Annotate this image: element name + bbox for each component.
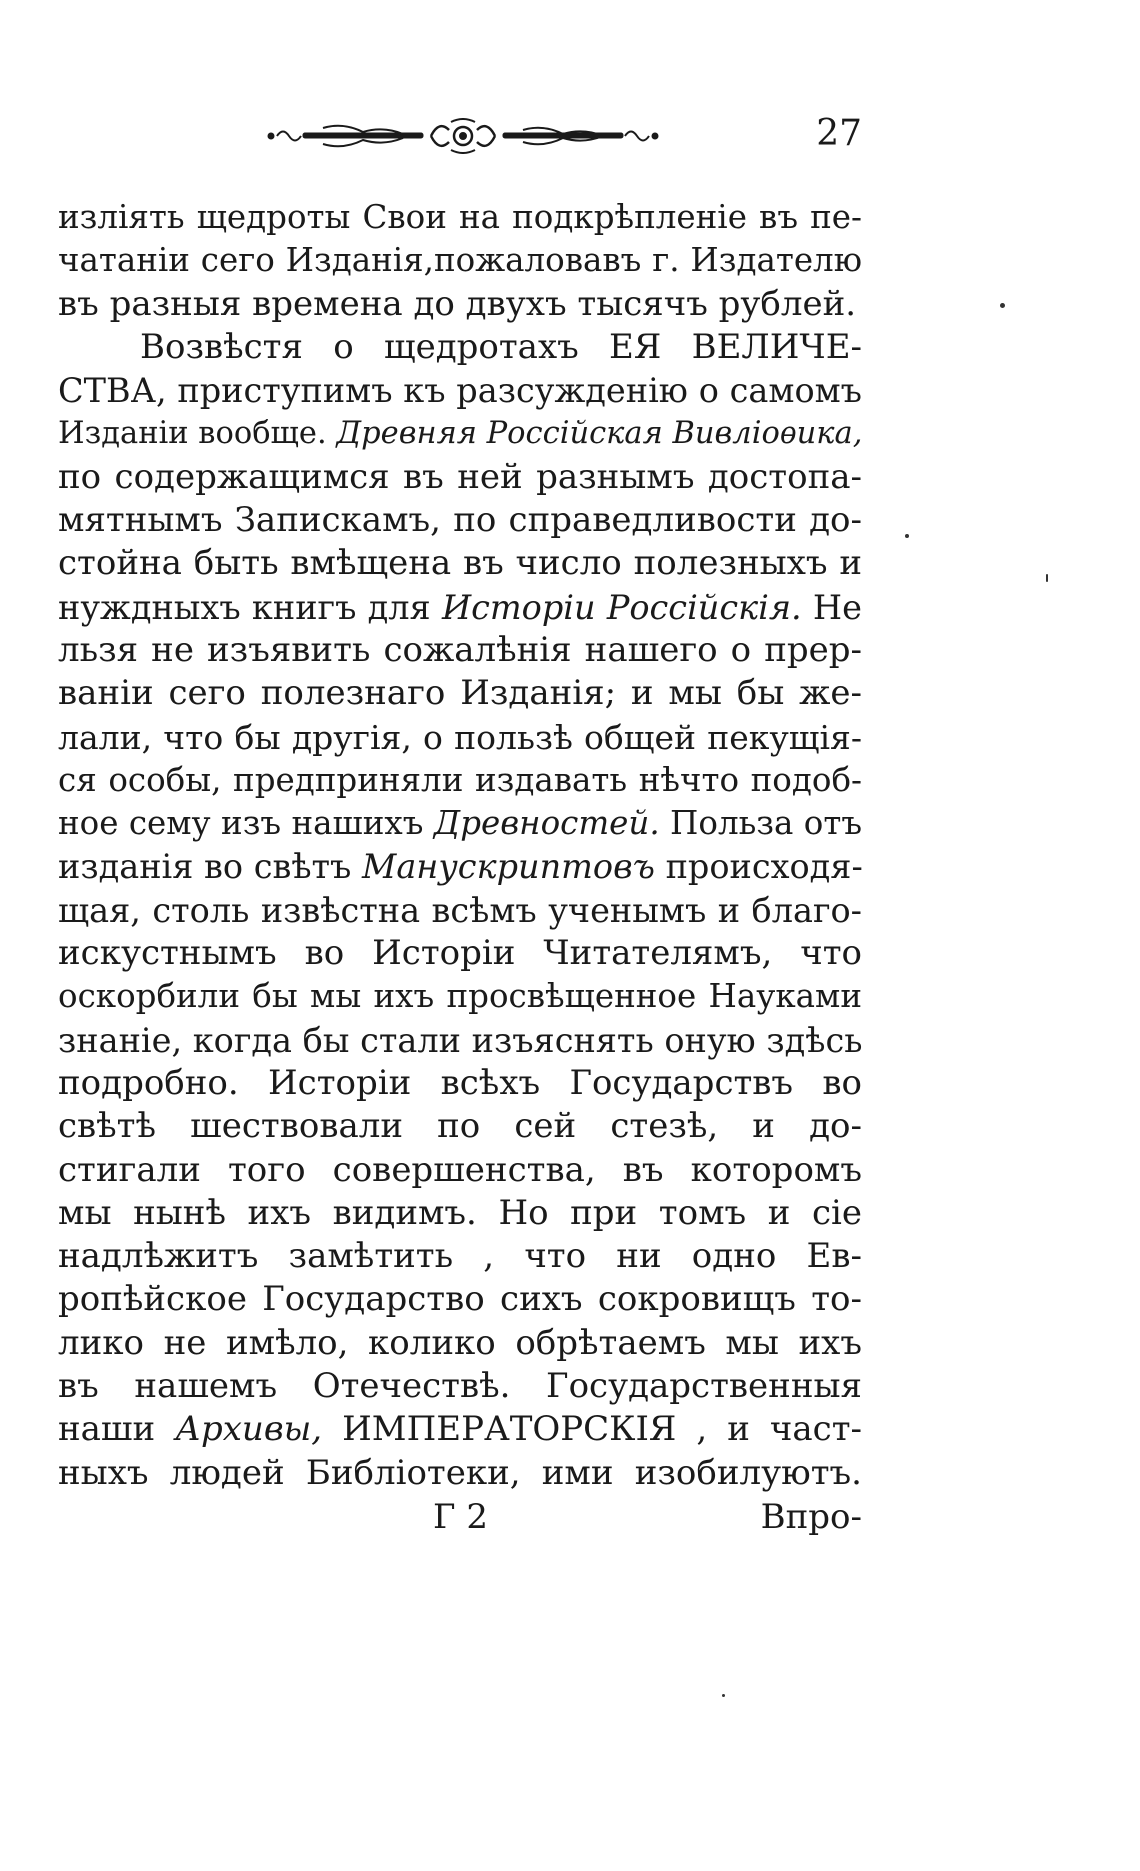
italic-text-run: Древностей. [433, 804, 660, 843]
decorative-ornament-icon [263, 118, 663, 154]
text-run: лико не имѣло, колико обрѣтаемъ мы ихъ [58, 1322, 862, 1363]
text-run: ИМПЕРАТОРСКIЯ , и част- [322, 1409, 862, 1450]
text-run: въ разныя времена до двухъ тысячъ рублей. [58, 283, 857, 324]
text-run: излiять щедроты Свои на подкрѣпленiе въ пе- [58, 198, 862, 236]
text-line [58, 1149, 862, 1192]
text-run: нуждныхъ книгъ для [58, 587, 442, 627]
catchword: Впро- [760, 1497, 862, 1537]
print-speck [1000, 303, 1005, 308]
text-line [58, 802, 862, 845]
text-line [58, 1192, 862, 1235]
text-run: Польза отъ [659, 804, 862, 843]
text-run: знанiе, когда бы стали изъяснять оную здѣсь [58, 1020, 863, 1060]
text-run: стигали того совершенства, въ которомъ [58, 1149, 862, 1190]
text-line [58, 716, 862, 759]
text-run: надлѣжитъ замѣтить , что ни одно Ев- [58, 1236, 862, 1277]
text-run: льзя не изъявить сожалѣнiя нашего о прер- [58, 629, 862, 670]
text-line [58, 196, 862, 239]
text-line [58, 845, 862, 888]
text-line [58, 1452, 862, 1495]
text-line [58, 1019, 862, 1062]
text-line [58, 1105, 862, 1148]
text-run: СТВА, приступимъ къ разсужденiю о самомъ [58, 371, 862, 411]
text-run: ся особы, предприняли издавать нѣчто подоб- [58, 760, 862, 799]
text-run: ванiи сего полезнаго Изданiя; и мы бы же- [58, 673, 862, 714]
text-run: по содержащимся въ ней разнымъ достопа- [58, 456, 862, 497]
text-line [58, 1278, 862, 1321]
text-line [58, 456, 862, 499]
text-run: въ нашемъ Отечествѣ. Государственныя [58, 1366, 862, 1407]
signature-mark: Г 2 [433, 1497, 488, 1537]
text-line [58, 586, 862, 629]
text-run: Не [801, 587, 862, 627]
text-run: происходя- [654, 847, 863, 887]
text-run: свѣтѣ шествовали по сей стезѣ, и до- [58, 1106, 862, 1147]
text-line [58, 499, 862, 542]
text-run: щая, столь извѣстна всѣмъ ученымъ и благо- [58, 890, 862, 930]
italic-text-run: Древняя Россiйская Вивлiоѳика, [336, 416, 863, 452]
text-line [58, 542, 862, 585]
text-run: ропѣйское Государство сихъ сокровищъ то- [58, 1279, 862, 1320]
text-run: мятнымъ Запискамъ, по справедливости до- [58, 500, 862, 541]
text-line [58, 1062, 862, 1105]
text-line [58, 239, 862, 282]
text-line [58, 369, 862, 412]
text-run: изданiя во свѣтъ [58, 847, 363, 887]
page-header [58, 112, 862, 162]
text-line [58, 759, 862, 802]
text-run: ныхъ людей Библiотеки, ими изобилуютъ. [58, 1452, 862, 1493]
text-run: лали, что бы другiя, о пользѣ общей пекущiя- [58, 717, 862, 757]
page-number: 27 [816, 113, 862, 154]
text-line [58, 629, 862, 672]
text-run: наши [58, 1409, 176, 1450]
text-line [58, 1365, 862, 1408]
text-line [58, 932, 862, 975]
text-line [58, 1322, 862, 1365]
print-speck [722, 1694, 725, 1697]
text-line [58, 975, 862, 1018]
text-run: Возвѣстя о щедротахъ ЕЯ ВЕЛИЧЕ- [140, 326, 862, 367]
text-line [58, 283, 862, 326]
print-speck [1046, 574, 1048, 582]
text-run: ное сему изъ нашихъ [58, 804, 434, 843]
text-line [58, 889, 862, 932]
text-run: оскорбили бы мы ихъ просвѣщенное Науками [58, 977, 862, 1016]
text-run: стойна быть вмѣщена въ число полезныхъ и [58, 543, 862, 584]
text-line [58, 326, 862, 369]
page-footer [58, 1495, 862, 1543]
text-run: Изданiи вообще. [58, 416, 337, 452]
print-speck [905, 534, 909, 538]
italic-text-run: Манускриптовъ [362, 847, 655, 887]
page-text-body [58, 196, 862, 1495]
italic-text-run: Исторiи Россiйскiя. [441, 587, 802, 627]
text-run: чатанiи сего Изданiя,пожаловавъ г. Издателю [58, 241, 862, 280]
text-line [58, 1235, 862, 1278]
text-line [58, 412, 862, 455]
text-line [58, 672, 862, 715]
italic-text-run: Архивы, [175, 1409, 323, 1450]
text-run: искустнымъ во Исторiи Читателямъ, что [58, 933, 862, 974]
text-run: мы нынѣ ихъ видимъ. Но при томъ и сiе [58, 1192, 862, 1233]
text-line [58, 1408, 862, 1451]
text-run: подробно. Исторiи всѣхъ Государствъ во [58, 1062, 862, 1103]
